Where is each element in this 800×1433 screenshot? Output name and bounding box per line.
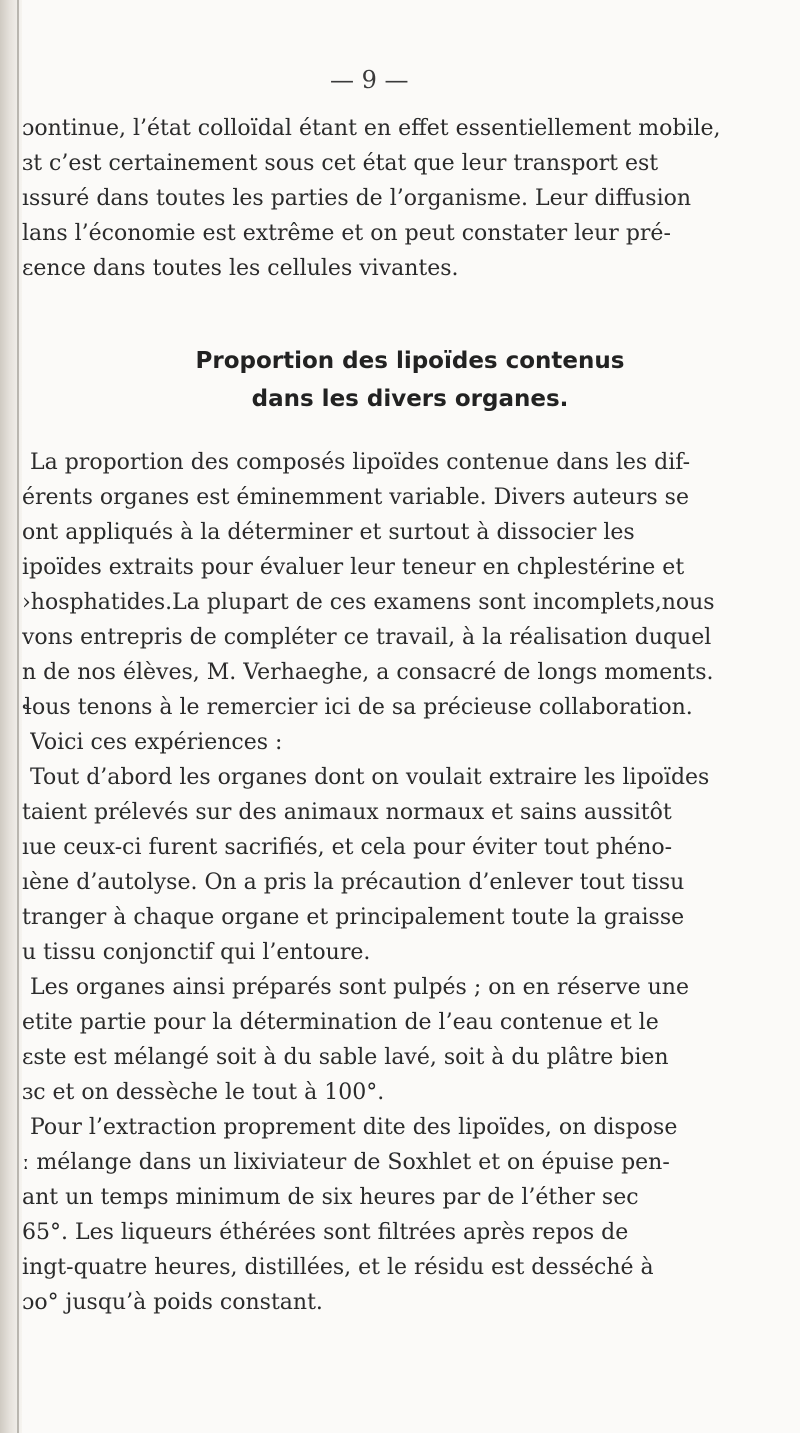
text-line: ingt-quatre heures, distillées, et le résidu est desséché à	[22, 1255, 654, 1280]
text-line: ɜc et on dessèche le tout à 100°.	[22, 1080, 385, 1105]
text-line: 65°. Les liqueurs éthérées sont filtrées après repos de	[22, 1220, 629, 1245]
text-line: ɔontinue, l’état colloïdal étant en effet essentiellement mobile,	[22, 116, 721, 141]
text-line: lans l’économie est extrême et on peut constater leur pré-	[22, 221, 671, 246]
text-line: ipoïdes extraits pour évaluer leur teneur en chplestérine et	[22, 555, 685, 580]
text-line: ɛence dans toutes les cellules vivantes.	[22, 256, 459, 281]
text-line: etite partie pour la détermination de l’eau contenue et le	[22, 1010, 659, 1035]
text-line: La proportion des composés lipoïdes contenue dans les dif-	[30, 450, 691, 475]
text-line: ıue ceux-ci furent sacrifiés, et cela pour éviter tout phéno-	[22, 835, 673, 860]
text-line: ɔo° jusqu’à poids constant.	[22, 1290, 323, 1315]
text-line: ɜt c’est certainement sous cet état que leur transport est	[22, 151, 659, 176]
text-line: n de nos élèves, M. Verhaeghe, a consacré de longs moments.	[22, 660, 714, 685]
text-line: ıène d’autolyse. On a pris la précaution d’enlever tout tissu	[22, 870, 685, 895]
text-line: Tout d’abord les organes dont on voulait extraire les lipoïdes	[30, 765, 710, 790]
page-gutter-edge	[17, 0, 19, 1433]
text-line: Voici ces expériences :	[30, 730, 283, 755]
text-line: vons entrepris de compléter ce travail, à la réalisation duquel	[22, 625, 712, 650]
text-line: taient prélevés sur des animaux normaux et sains aussitôt	[22, 800, 672, 825]
text-line: érents organes est éminemment variable. Divers auteurs se	[22, 485, 689, 510]
page-number: — 9 —	[330, 66, 409, 94]
text-line: tranger à chaque organe et principalement toute la graisse	[22, 905, 685, 930]
text-line: ɬous tenons à le remercier ici de sa précieuse collaboration.	[22, 695, 693, 720]
text-line: Les organes ainsi préparés sont pulpés ; on en réserve une	[30, 975, 689, 1000]
text-line: ɛste est mélangé soit à du sable lavé, soit à du plâtre bien	[22, 1045, 669, 1070]
text-line: ont appliqués à la déterminer et surtout à dissocier les	[22, 520, 635, 545]
text-line: u tissu conjonctif qui l’entoure.	[22, 940, 371, 965]
text-line: ː mélange dans un lixiviateur de Soxhlet et on épuise pen-	[22, 1150, 670, 1175]
text-line: ›hosphatides.La plupart de ces examens sont incomplets,nous	[22, 590, 715, 615]
text-line: ıssuré dans toutes les parties de l’organisme. Leur diffusion	[22, 186, 692, 211]
section-heading-line-1: Proportion des lipoïdes contenus	[195, 348, 625, 374]
text-line: Pour l’extraction proprement dite des lipoïdes, on dispose	[30, 1115, 678, 1140]
section-heading-line-2: dans les divers organes.	[251, 386, 569, 412]
text-line: ant un temps minimum de six heures par de l’éther sec	[22, 1185, 639, 1210]
